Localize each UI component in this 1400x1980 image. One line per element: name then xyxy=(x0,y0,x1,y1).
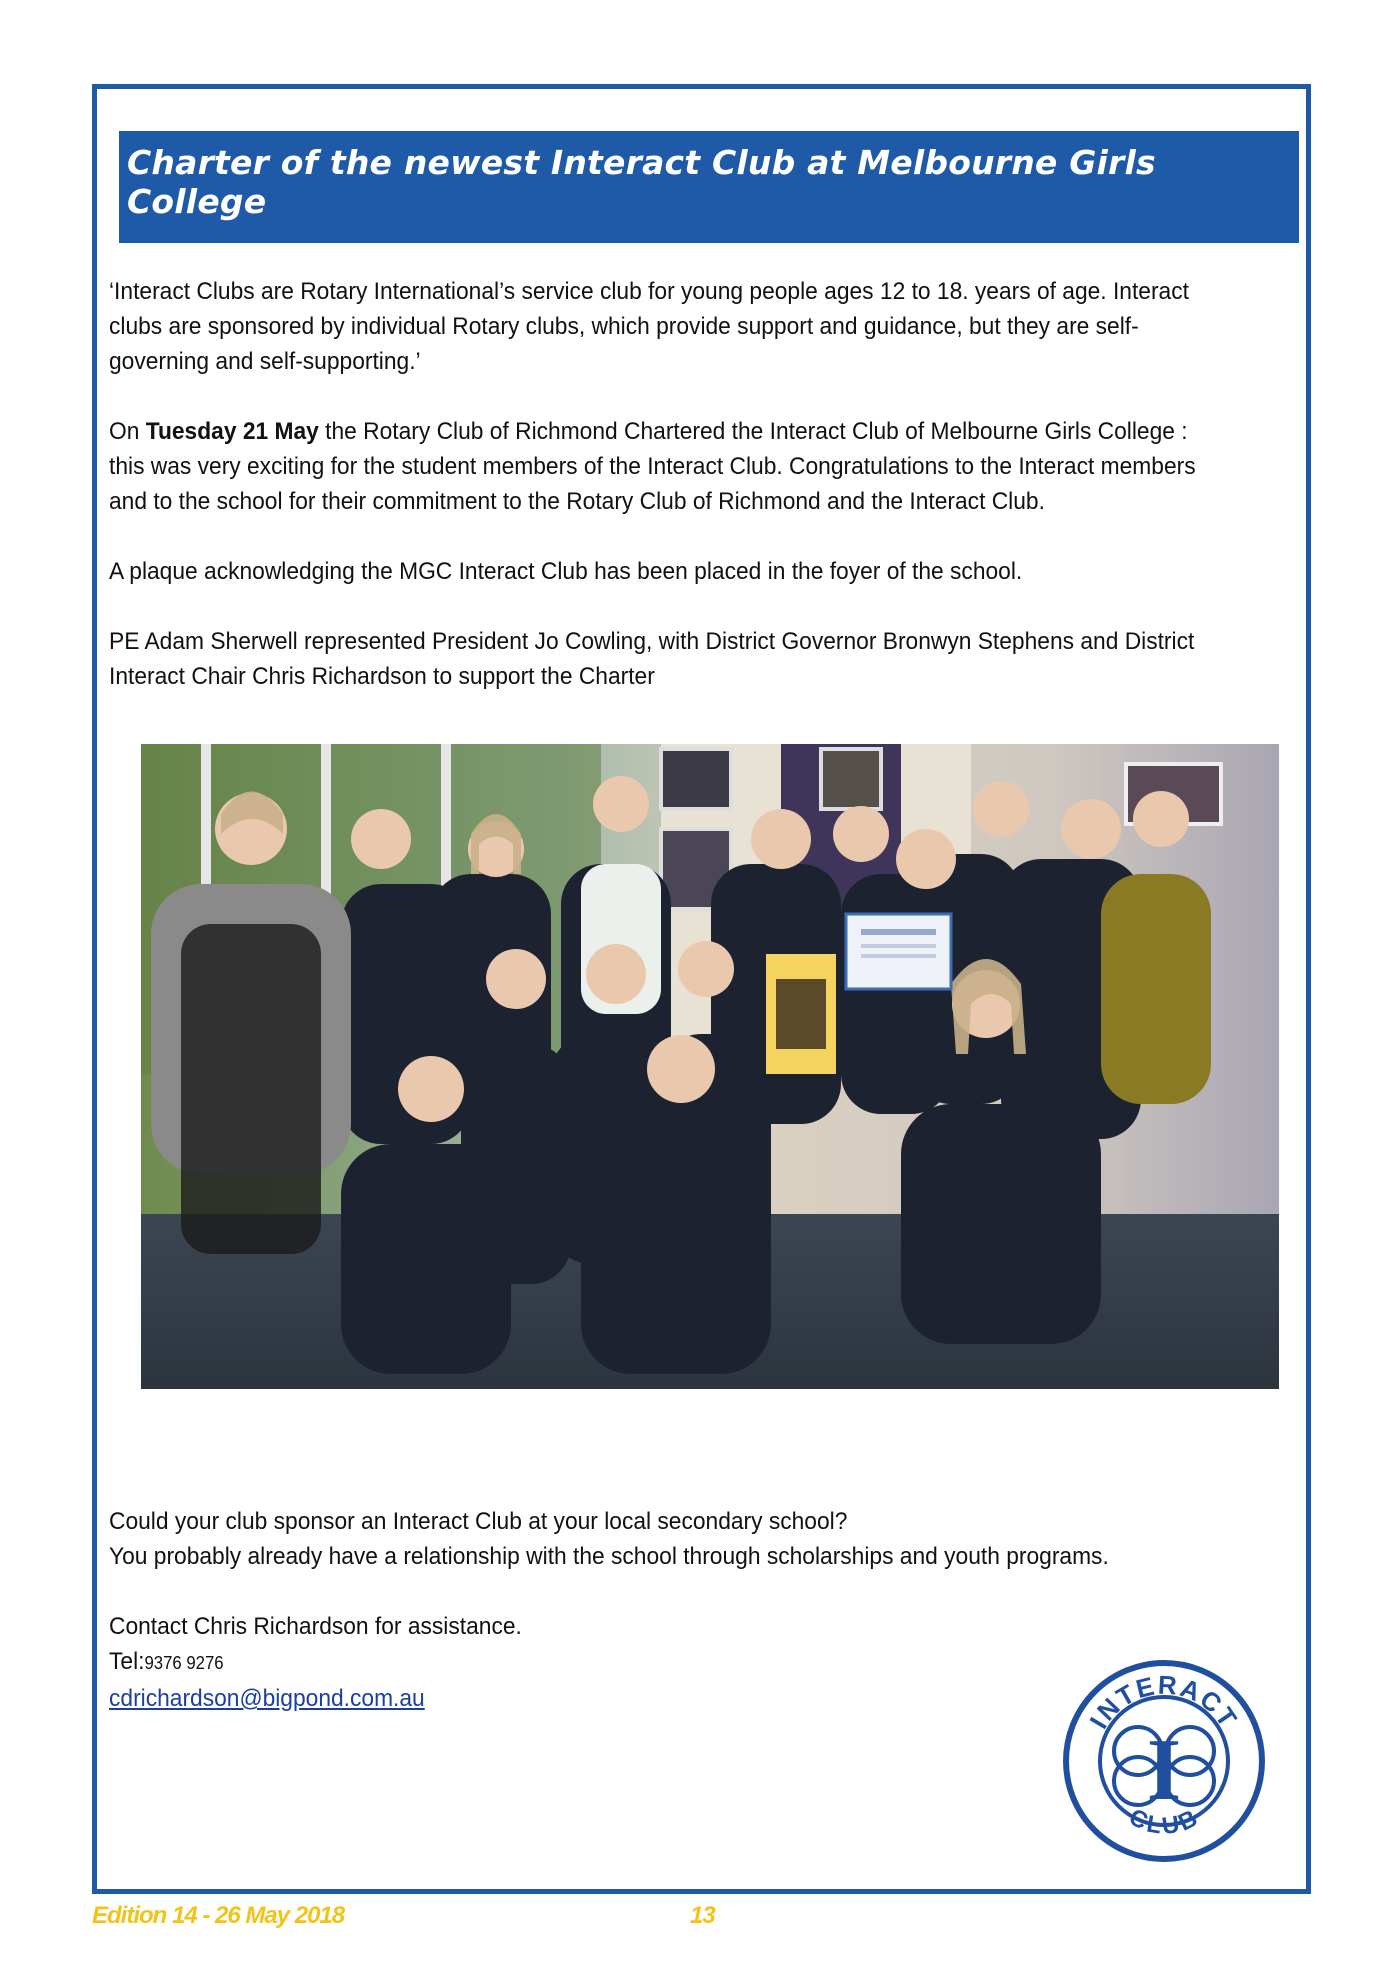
title-banner xyxy=(119,131,1299,243)
charter-date: Tuesday 21 May xyxy=(145,418,319,445)
group-photo xyxy=(141,744,1279,1389)
article-body xyxy=(109,274,1216,729)
page-frame xyxy=(92,84,1311,1894)
page-title: Charter of the newest Interact Club at Melbourne Girls College xyxy=(127,143,1156,221)
call-to-action xyxy=(109,1504,1216,1716)
logo-letter: I xyxy=(1146,1722,1182,1819)
charter-paragraph xyxy=(109,414,1216,519)
logo-bottom-text: CLUB xyxy=(1124,1803,1205,1841)
charter-lead: On xyxy=(109,418,146,445)
charter-text: the Rotary Club of Richmond Chartered the Interact Club of Melbourne Girls College : this was very exciting for the student members of the Interact Club. Congratulations to the Interact members and to the school for their commitment to the Rotary Club of Richmond and the Interact Club. xyxy=(109,418,1196,515)
contact-line: Contact Chris Richardson for assistance. xyxy=(109,1613,522,1640)
group-photo-illustration xyxy=(141,744,1279,1389)
email-link[interactable]: cdrichardson@bigpond.com.au xyxy=(109,1685,425,1712)
intro-paragraph: ‘Interact Clubs are Rotary International’s service club for young people ages 12 to 18. years of age. Interact clubs are sponsored by individual Rotary clubs, which provide support and guidance, but they are self-governing and self-supporting.’ xyxy=(109,278,1189,375)
plaque-paragraph: A plaque acknowledging the MGC Interact Club has been placed in the foyer of the school. xyxy=(109,558,1023,585)
tel-label: Tel: xyxy=(109,1648,145,1675)
telephone-line xyxy=(109,1644,1216,1681)
edition-label: Edition 14 - 26 May 2018 xyxy=(92,1902,345,1929)
relationship-note: You probably already have a relationship with the school through scholarships and youth programs. xyxy=(109,1543,1109,1570)
tel-number: 9376 9276 xyxy=(144,1653,224,1673)
page-number: 13 xyxy=(690,1902,715,1929)
interact-emblem-icon xyxy=(1062,1659,1267,1864)
logo-top-text: INTERACT xyxy=(1083,1669,1245,1734)
interact-club-logo xyxy=(1062,1659,1267,1864)
attendees-paragraph: PE Adam Sherwell represented President Jo Cowling, with District Governor Bronwyn Stephens and District Interact Chair Chris Richardson to support the Charter xyxy=(109,628,1195,690)
sponsor-question: Could your club sponsor an Interact Club at your local secondary school? xyxy=(109,1508,848,1535)
